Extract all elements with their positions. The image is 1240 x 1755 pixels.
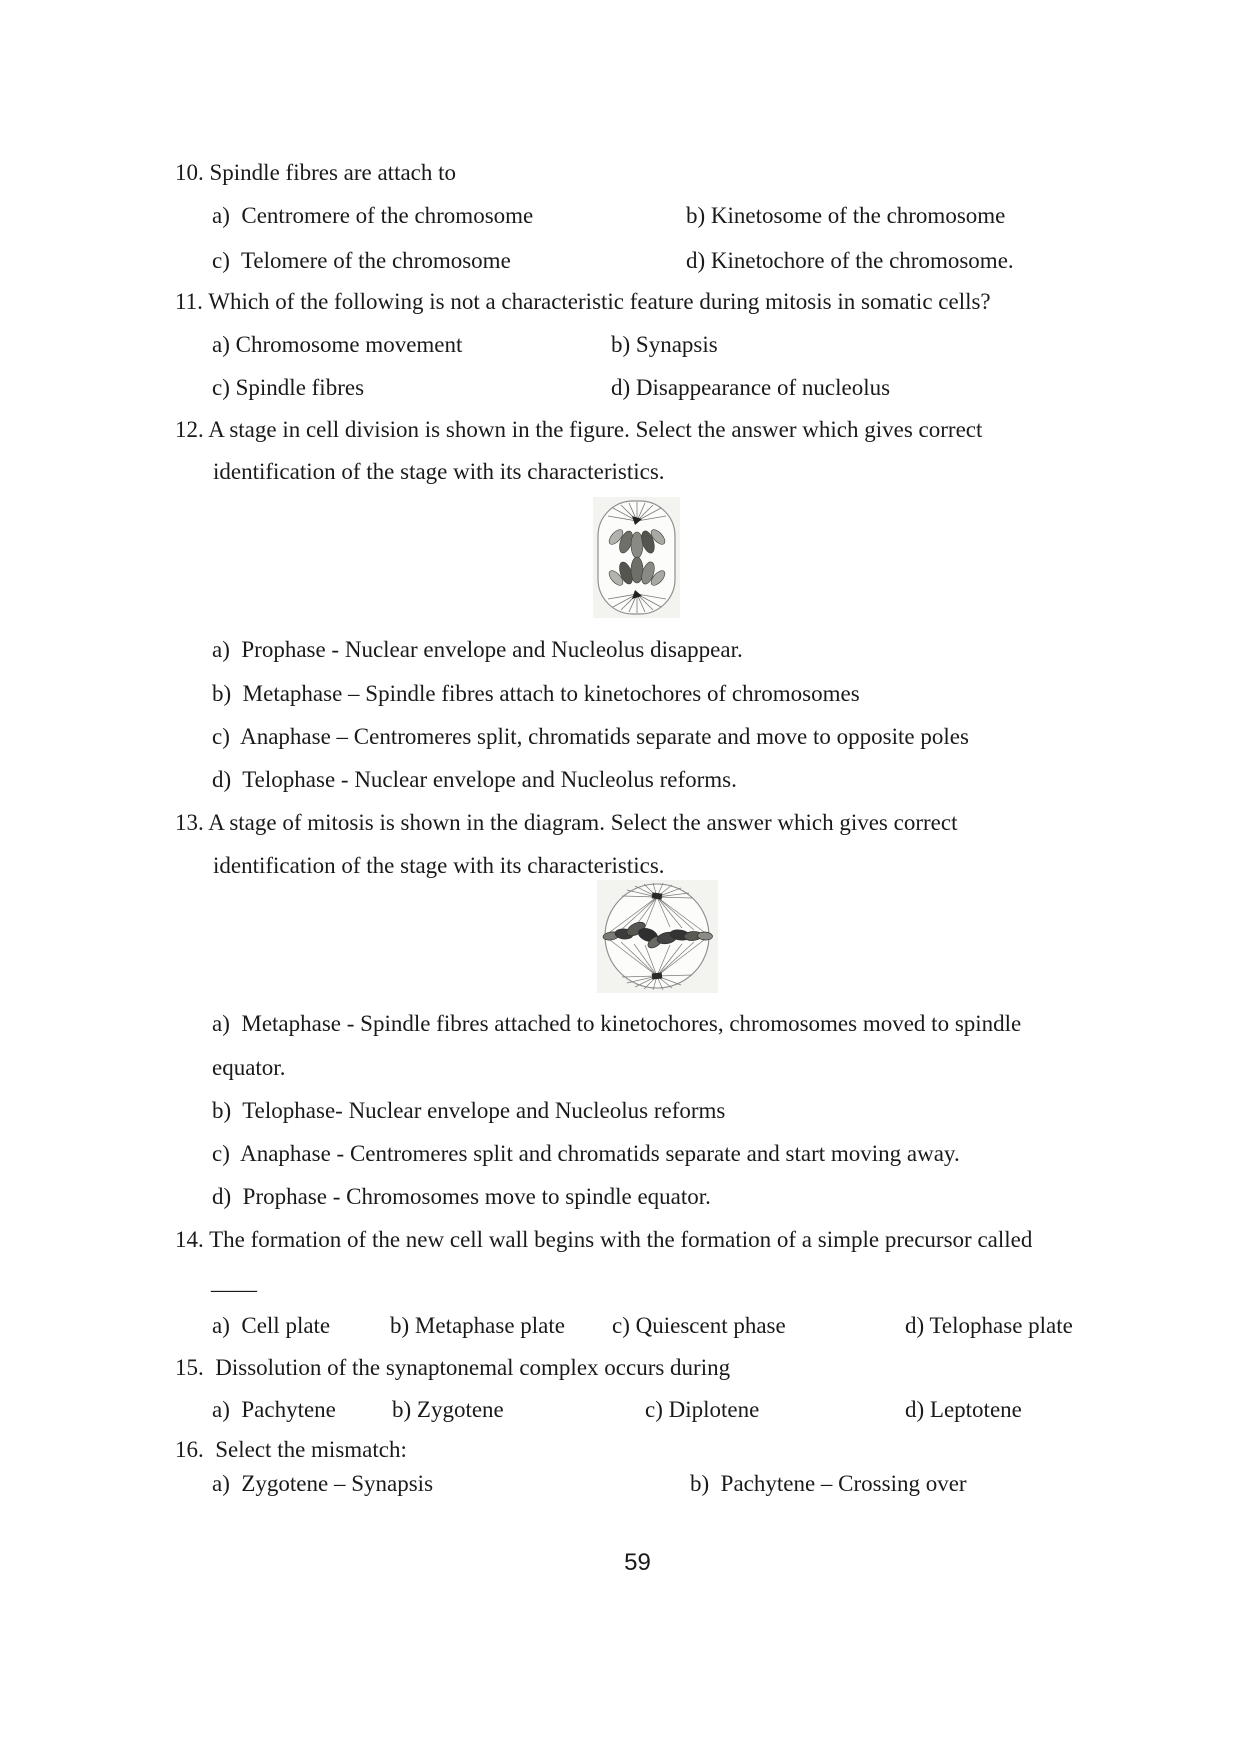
q13-option-a-line2: equator. — [212, 1055, 286, 1080]
q10-option-d: d) Kinetochore of the chromosome. — [686, 248, 1014, 273]
q13-option-b: b) Telophase- Nuclear envelope and Nucleolus reforms — [212, 1098, 726, 1123]
question-12-heading-line1: 12. A stage in cell division is shown in the figure. Select the answer which gives correct — [175, 417, 983, 442]
q11-option-b: b) Synapsis — [611, 332, 718, 357]
q10-option-b: b) Kinetosome of the chromosome — [686, 203, 1006, 228]
q12-cell-division-figure — [593, 497, 680, 624]
question-12-heading-line2: identification of the stage with its characteristics. — [213, 459, 665, 484]
q12-option-c: c) Anaphase – Centromeres split, chromatids separate and move to opposite poles — [212, 724, 969, 749]
q10-option-c: c) Telomere of the chromosome — [212, 248, 511, 273]
question-10-heading: 10. Spindle fibres are attach to — [175, 160, 457, 185]
q10-option-a: a) Centromere of the chromosome — [212, 203, 534, 228]
q16-option-a: a) Zygotene – Synapsis — [212, 1471, 434, 1496]
q15-option-d: d) Leptotene — [905, 1397, 1022, 1422]
q14-option-c: c) Quiescent phase — [612, 1313, 786, 1338]
q11-option-a: a) Chromosome movement — [212, 332, 463, 357]
question-15-heading: 15. Dissolution of the synaptonemal complex occurs during — [175, 1355, 731, 1380]
q15-option-b: b) Zygotene — [392, 1397, 504, 1422]
q12-option-b: b) Metaphase – Spindle fibres attach to kinetochores of chromosomes — [212, 681, 860, 706]
metaphase-diagram — [597, 880, 718, 993]
q14-blank-line: ____ — [211, 1269, 257, 1294]
q11-option-c: c) Spindle fibres — [212, 375, 365, 400]
q16-option-b: b) Pachytene – Crossing over — [690, 1471, 967, 1496]
anaphase-telophase-diagram — [593, 497, 680, 618]
q13-option-d: d) Prophase - Chromosomes move to spindle equator. — [212, 1184, 711, 1209]
question-13-heading-line2: identification of the stage with its characteristics. — [213, 853, 665, 878]
q14-option-d: d) Telophase plate — [905, 1313, 1073, 1338]
q13-option-a-line1: a) Metaphase - Spindle fibres attached to kinetochores, chromosomes moved to spindle — [212, 1011, 1022, 1036]
q14-option-a: a) Cell plate — [212, 1313, 331, 1338]
question-14-heading: 14. The formation of the new cell wall begins with the formation of a simple precursor called — [175, 1227, 1033, 1252]
q12-option-d: d) Telophase - Nuclear envelope and Nucleolus reforms. — [212, 767, 737, 792]
q13-mitosis-figure — [597, 880, 718, 999]
q11-option-d: d) Disappearance of nucleolus — [611, 375, 891, 400]
question-16-heading: 16. Select the mismatch: — [175, 1437, 407, 1462]
q15-option-c: c) Diplotene — [645, 1397, 760, 1422]
q15-option-a: a) Pachytene — [212, 1397, 336, 1422]
question-13-heading-line1: 13. A stage of mitosis is shown in the diagram. Select the answer which gives correct — [175, 810, 958, 835]
question-11-heading: 11. Which of the following is not a characteristic feature during mitosis in somatic cells? — [175, 289, 991, 314]
q13-option-c: c) Anaphase - Centromeres split and chromatids separate and start moving away. — [212, 1141, 960, 1166]
q14-option-b: b) Metaphase plate — [390, 1313, 565, 1338]
page-number: 59 — [624, 1549, 651, 1576]
q12-option-a: a) Prophase - Nuclear envelope and Nucleolus disappear. — [212, 637, 743, 662]
